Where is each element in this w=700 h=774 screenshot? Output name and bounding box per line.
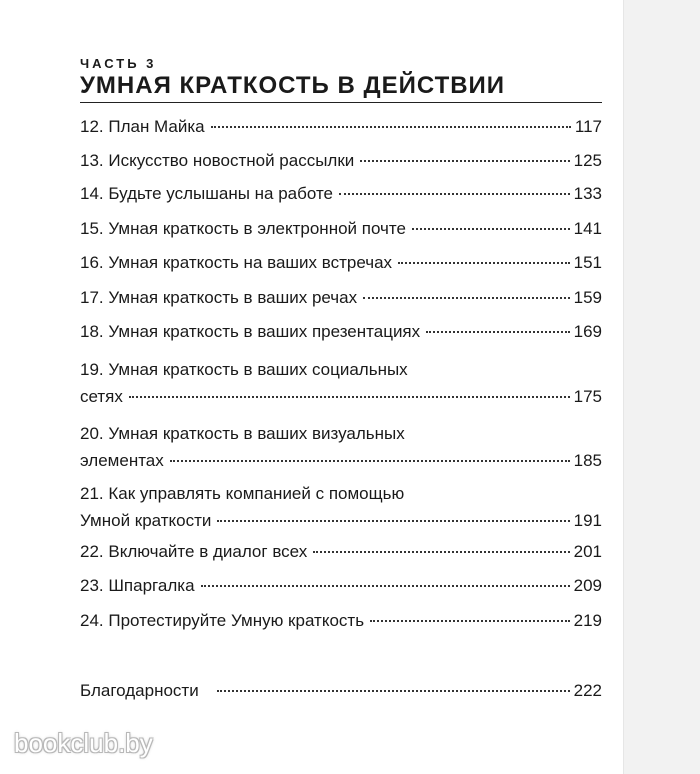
toc-page-number: 141 bbox=[573, 219, 602, 238]
toc-page-number: 169 bbox=[573, 322, 602, 341]
toc-entry-17[interactable] bbox=[80, 287, 602, 309]
toc-page-number: 201 bbox=[573, 542, 602, 561]
toc-entry-20[interactable] bbox=[80, 423, 602, 472]
dot-leader bbox=[426, 331, 569, 333]
dot-leader bbox=[412, 228, 570, 230]
toc-entry-title: Благодарности bbox=[80, 681, 199, 700]
toc-page-number: 185 bbox=[573, 451, 602, 470]
toc-page bbox=[80, 56, 602, 700]
toc-entry-title-cont: сетях bbox=[80, 387, 123, 406]
toc-entry-18[interactable] bbox=[80, 321, 602, 343]
toc-entry-title-cont: элементах bbox=[80, 451, 164, 470]
toc-entry-12[interactable] bbox=[80, 116, 602, 138]
toc-page-number: 133 bbox=[573, 184, 602, 203]
dot-leader bbox=[363, 297, 570, 299]
dot-leader bbox=[370, 620, 570, 622]
toc-entry-title: 23. Шпаргалка bbox=[80, 576, 195, 595]
toc-page-number: 151 bbox=[573, 253, 602, 272]
toc-page-number: 191 bbox=[573, 511, 602, 530]
toc-page-number: 209 bbox=[573, 576, 602, 595]
toc-entry-16[interactable] bbox=[80, 252, 602, 274]
toc-entry-title: 20. Умная краткость в ваших визуальных bbox=[80, 424, 405, 443]
toc-entry-23[interactable] bbox=[80, 575, 602, 597]
dot-leader bbox=[170, 460, 570, 462]
toc-entry-acknowledgements[interactable] bbox=[80, 680, 602, 702]
toc-entry-24[interactable] bbox=[80, 610, 602, 632]
part-label: ЧАСТЬ 3 bbox=[80, 56, 157, 71]
dot-leader bbox=[211, 126, 571, 128]
dot-leader bbox=[217, 520, 569, 522]
toc-entry-19[interactable] bbox=[80, 359, 602, 408]
watermark: bookclub.by bbox=[14, 728, 153, 758]
toc-entry-21[interactable] bbox=[80, 483, 602, 532]
dot-leader bbox=[339, 193, 570, 195]
toc-entry-title: 22. Включайте в диалог всех bbox=[80, 542, 308, 561]
toc-page-number: 175 bbox=[573, 387, 602, 406]
toc-page-number: 219 bbox=[573, 611, 602, 630]
dot-leader bbox=[201, 585, 570, 587]
toc-page-number: 117 bbox=[574, 117, 602, 136]
toc-entry-title: 16. Умная краткость на ваших встречах bbox=[80, 253, 393, 272]
toc-page-number: 222 bbox=[573, 681, 602, 700]
toc-entry-title: 21. Как управлять компанией с помощью bbox=[80, 484, 405, 503]
toc-entry-title: 12. План Майка bbox=[80, 117, 205, 136]
toc-entry-14[interactable] bbox=[80, 183, 602, 205]
toc-entry-title: 17. Умная краткость в ваших речах bbox=[80, 288, 358, 307]
toc-entry-title: 18. Умная краткость в ваших презентациях bbox=[80, 322, 421, 341]
toc-entry-title: 24. Протестируйте Умную краткость bbox=[80, 611, 365, 630]
page-edge-strip bbox=[623, 0, 700, 774]
toc-entry-22[interactable] bbox=[80, 541, 602, 563]
toc-entry-title: 19. Умная краткость в ваших социальных bbox=[80, 360, 408, 379]
toc-entry-title-cont: Умной краткости bbox=[80, 511, 212, 530]
toc-entry-13[interactable] bbox=[80, 150, 602, 172]
dot-leader bbox=[217, 690, 570, 692]
toc-entry-title: 15. Умная краткость в электронной почте bbox=[80, 219, 406, 238]
dot-leader bbox=[398, 262, 570, 264]
dot-leader bbox=[360, 160, 569, 162]
toc-entry-15[interactable] bbox=[80, 218, 602, 240]
dot-leader bbox=[313, 551, 569, 553]
part-title: УМНАЯ КРАТКОСТЬ В ДЕЙСТВИИ bbox=[80, 72, 602, 103]
toc-page-number: 159 bbox=[573, 288, 602, 307]
dot-leader bbox=[129, 396, 570, 398]
toc-page-number: 125 bbox=[573, 151, 602, 170]
toc-entry-title: 14. Будьте услышаны на работе bbox=[80, 184, 334, 203]
toc-entry-title: 13. Искусство новостной рассылки bbox=[80, 151, 355, 170]
